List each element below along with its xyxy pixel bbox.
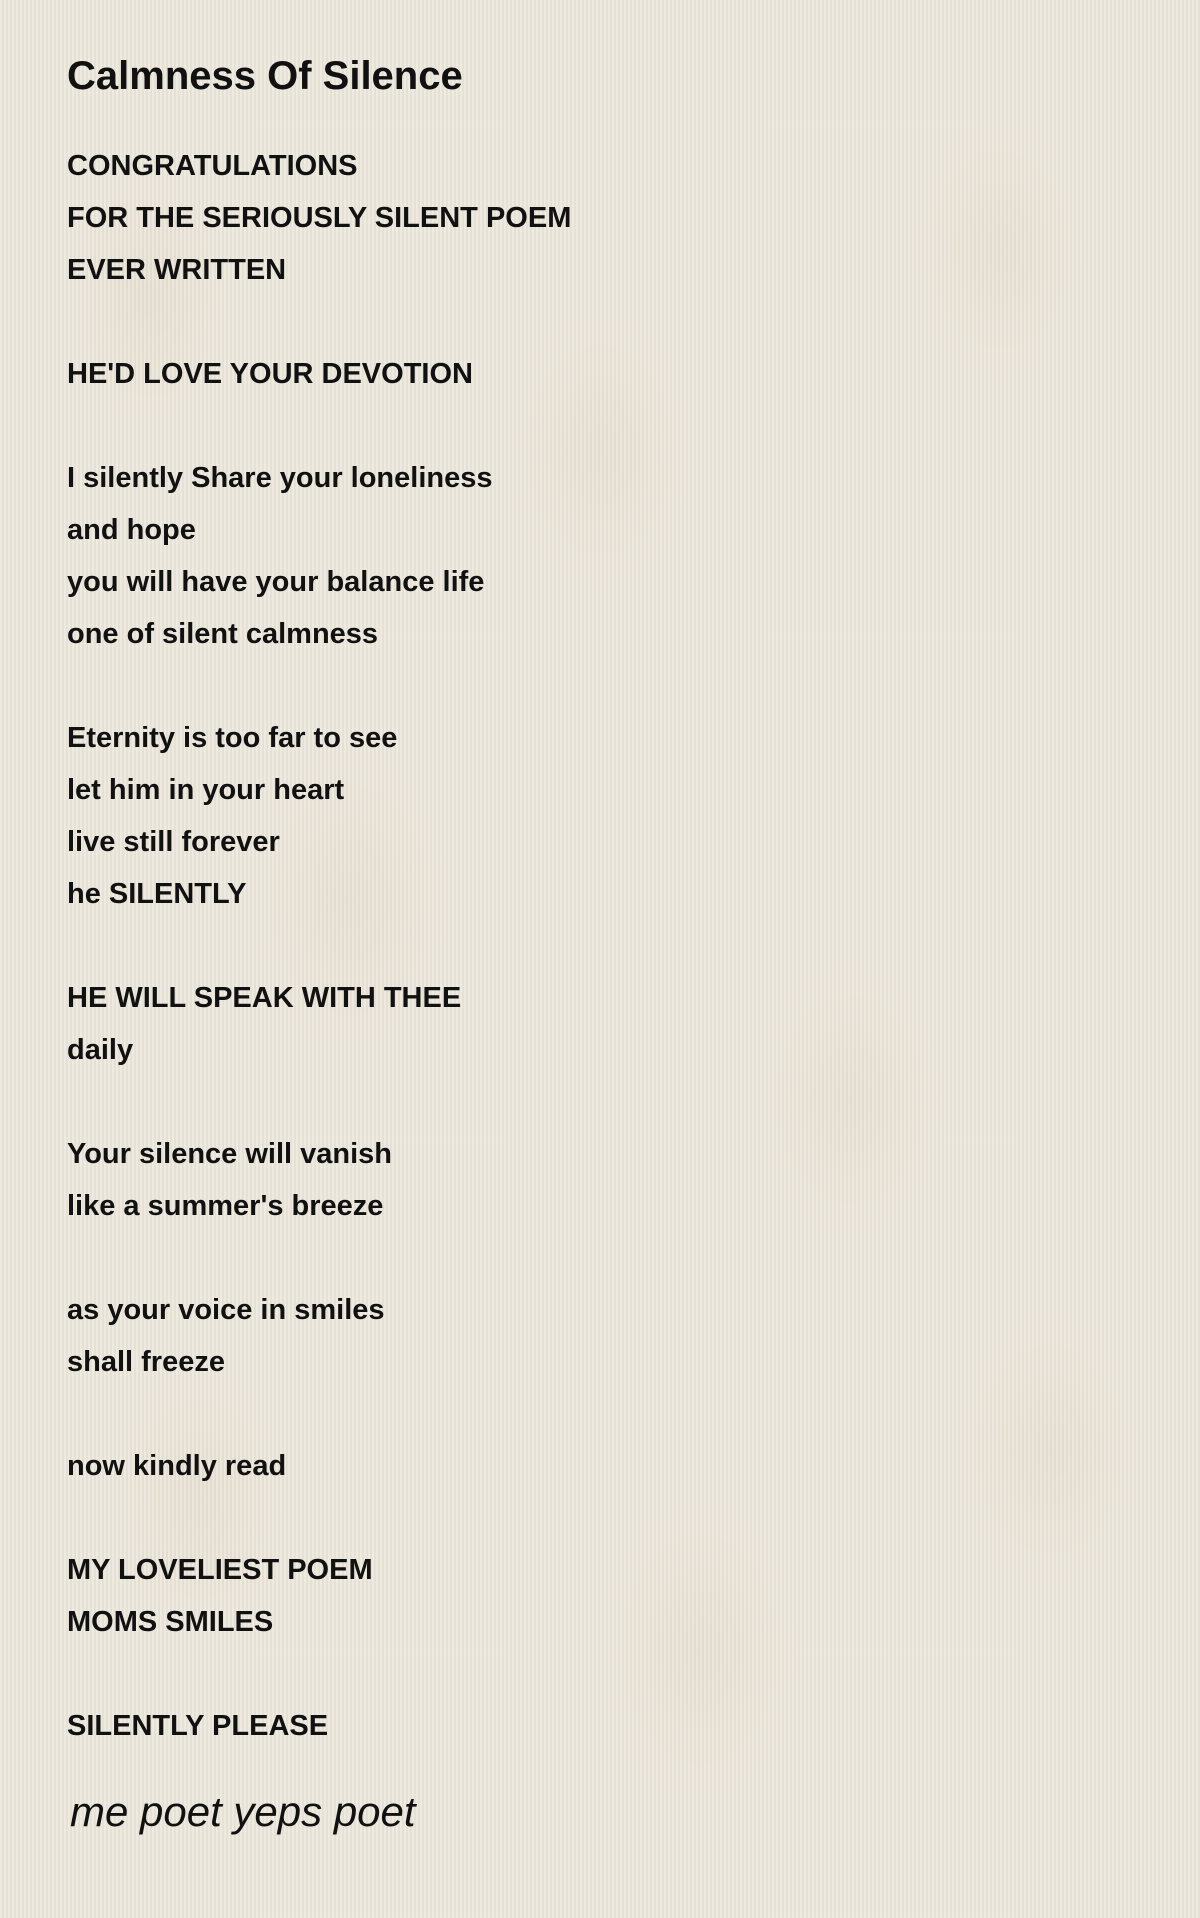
poem-line: one of silent calmness xyxy=(67,618,379,650)
stanza-8 xyxy=(67,1440,1147,1492)
poem-line: live still forever xyxy=(67,826,280,858)
poem-author: me poet yeps poet xyxy=(70,1788,416,1835)
poem-line: he SILENTLY xyxy=(67,878,247,910)
poem-line: FOR THE SERIOUSLY SILENT POEM xyxy=(67,202,572,234)
poem-line: SILENTLY PLEASE xyxy=(67,1710,329,1742)
poem-line: daily xyxy=(67,1034,134,1066)
poem-container xyxy=(67,50,1147,1838)
stanza-2 xyxy=(67,348,1147,400)
poem-line: MOMS SMILES xyxy=(67,1606,274,1638)
poem-line: and hope xyxy=(67,514,196,546)
stanza-3 xyxy=(67,452,1147,660)
poem-line: you will have your balance life xyxy=(67,566,485,598)
poem-line: Your silence will vanish xyxy=(67,1138,393,1170)
poem-line: as your voice in smiles xyxy=(67,1294,385,1326)
poem-line: CONGRATULATIONS xyxy=(67,150,358,182)
poem-line: now kindly read xyxy=(67,1450,287,1482)
stanza-6 xyxy=(67,1128,1147,1232)
poem-line: HE'D LOVE YOUR DEVOTION xyxy=(67,358,473,390)
poem-line: I silently Share your loneliness xyxy=(67,462,493,494)
stanza-1 xyxy=(67,140,1147,296)
stanza-7 xyxy=(67,1284,1147,1388)
poem-line: Eternity is too far to see xyxy=(67,722,398,754)
stanza-5 xyxy=(67,972,1147,1076)
stanza-10 xyxy=(67,1700,1147,1752)
stanza-4 xyxy=(67,712,1147,920)
poem-line: HE WILL SPEAK WITH THEE xyxy=(67,982,462,1014)
poem-line: EVER WRITTEN xyxy=(67,254,287,286)
stanza-9 xyxy=(67,1544,1147,1648)
poem-line: MY LOVELIEST POEM xyxy=(67,1554,373,1586)
poem-line: shall freeze xyxy=(67,1346,225,1378)
poem-line: let him in your heart xyxy=(67,774,345,806)
poem-line: like a summer's breeze xyxy=(67,1190,384,1222)
poem-title: Calmness Of Silence xyxy=(67,54,463,98)
